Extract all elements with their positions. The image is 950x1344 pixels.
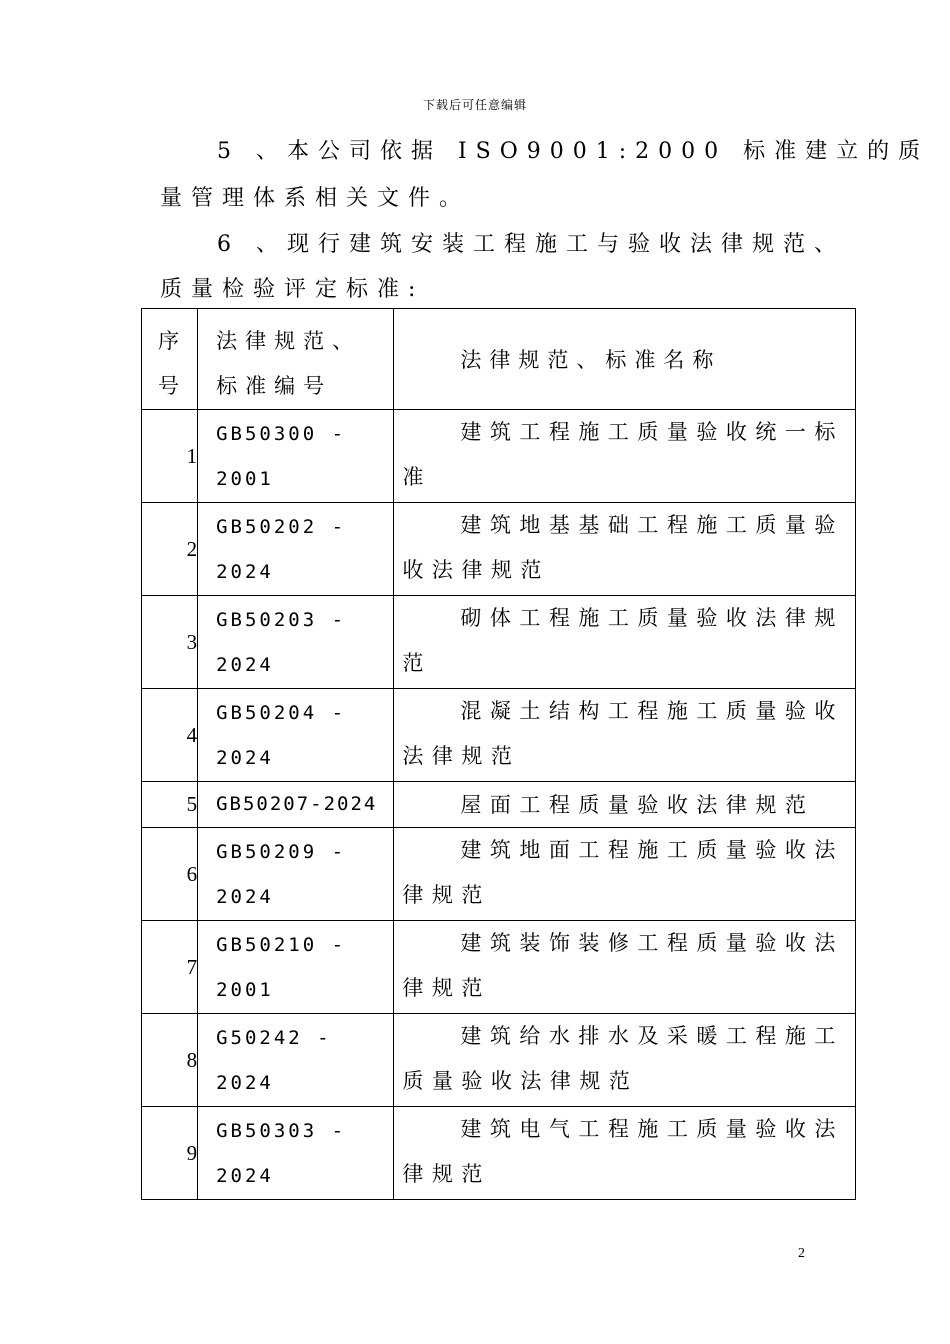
- row-seq: 9: [142, 1107, 198, 1200]
- table-header-row: [142, 309, 856, 410]
- row-seq: 8: [142, 1014, 198, 1107]
- row-seq: 4: [142, 689, 198, 782]
- row-code-line-2: 2024: [216, 561, 274, 583]
- row-name: 屋面工程质量验收法律规范: [394, 782, 856, 828]
- row-code-line-1: GB50210 -: [216, 934, 347, 956]
- row-code-line-2: 2024: [216, 886, 274, 908]
- page-header: 下载后可任意编辑: [422, 98, 527, 112]
- table-row: [142, 921, 856, 1014]
- row-code-line-1: GB50207-2024: [216, 793, 378, 815]
- header-seq-cell: [142, 309, 198, 410]
- row-code: [198, 1014, 394, 1107]
- table-row: [142, 1014, 856, 1107]
- row-code-line-2: 2024: [216, 1165, 274, 1187]
- paragraph-6-line-1: 6 、现行建筑安装工程施工与验收法律规范、: [217, 232, 845, 257]
- header-seq-line-1: 序: [158, 329, 183, 353]
- page-number: 2: [798, 1246, 805, 1261]
- header-name-cell: 法律规范、标准名称: [394, 309, 856, 410]
- row-name: 建筑地面工程施工质量验收法律规范: [394, 828, 856, 921]
- header-code-line-1: 法律规范、: [216, 329, 362, 353]
- paragraph-5-line-2: 量管理体系相关文件。: [160, 186, 471, 211]
- row-seq: 5: [142, 782, 198, 828]
- row-seq: 7: [142, 921, 198, 1014]
- row-code: [198, 503, 394, 596]
- paragraph-6-line-2: 质量检验评定标准:: [160, 277, 425, 302]
- row-seq: 2: [142, 503, 198, 596]
- row-seq: 1: [142, 410, 198, 503]
- row-code-line-1: GB50300 -: [216, 423, 347, 445]
- row-name: 砌体工程施工质量验收法律规范: [394, 596, 856, 689]
- header-seq-line-2: 号: [158, 374, 183, 398]
- row-code-line-2: 2001: [216, 468, 274, 490]
- row-code-line-1: GB50202 -: [216, 516, 347, 538]
- row-code: [198, 596, 394, 689]
- row-code-line-1: GB50209 -: [216, 841, 347, 863]
- table-row: [142, 503, 856, 596]
- header-code-cell: [198, 309, 394, 410]
- table-row: [142, 689, 856, 782]
- table-row: [142, 782, 856, 828]
- row-code-line-1: GB50204 -: [216, 702, 347, 724]
- table-row: [142, 410, 856, 503]
- row-code: [198, 921, 394, 1014]
- row-name: 建筑电气工程施工质量验收法律规范: [394, 1107, 856, 1200]
- table-row: [142, 1107, 856, 1200]
- paragraph-5-line-1: 5 、本公司依据 ISO9001:2000 标准建立的质: [217, 139, 930, 164]
- row-code: [198, 410, 394, 503]
- row-code: [198, 828, 394, 921]
- table-row: [142, 828, 856, 921]
- row-seq: 3: [142, 596, 198, 689]
- regulations-table: [141, 308, 856, 1200]
- row-name: 建筑地基基础工程施工质量验收法律规范: [394, 503, 856, 596]
- row-name: 建筑装饰装修工程质量验收法律规范: [394, 921, 856, 1014]
- header-code-line-2: 标准编号: [216, 374, 333, 398]
- row-code-line-2: 2001: [216, 979, 274, 1001]
- row-seq: 6: [142, 828, 198, 921]
- row-code: [198, 782, 394, 828]
- row-name: 建筑工程施工质量验收统一标准: [394, 410, 856, 503]
- row-name: 建筑给水排水及采暖工程施工质量验收法律规范: [394, 1014, 856, 1107]
- row-code-line-2: 2024: [216, 747, 274, 769]
- row-code-line-1: GB50203 -: [216, 609, 347, 631]
- row-code-line-1: G50242 -: [216, 1027, 332, 1049]
- row-code-line-2: 2024: [216, 654, 274, 676]
- row-code: [198, 689, 394, 782]
- row-code: [198, 1107, 394, 1200]
- row-code-line-1: GB50303 -: [216, 1120, 347, 1142]
- row-name: 混凝土结构工程施工质量验收法律规范: [394, 689, 856, 782]
- table-row: [142, 596, 856, 689]
- row-code-line-2: 2024: [216, 1072, 274, 1094]
